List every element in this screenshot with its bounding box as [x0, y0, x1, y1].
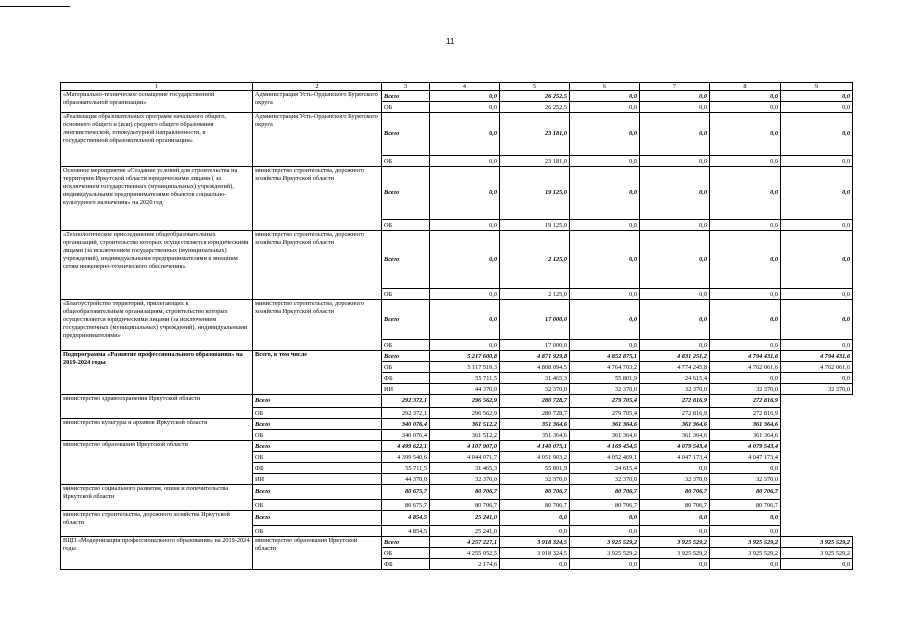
amount-cell-year-1: 4 499 622,1: [382, 441, 430, 452]
funding-source-cell: ОБ: [382, 289, 430, 300]
amount-cell-year-3: 32 370,0: [500, 474, 570, 485]
amount-cell-year-4: 32 370,0: [640, 384, 710, 395]
amount-cell-year-1: 4 854,5: [382, 511, 430, 526]
responsible-executor-cell: министерство строительства, дорожного хозяйства Иркутской области: [253, 167, 382, 231]
amount-cell-year-6: 0,0: [710, 526, 781, 537]
amount-cell-year-5: 80 706,7: [640, 485, 710, 500]
funding-source-cell: ИИ: [253, 474, 382, 485]
amount-cell-year-5: 0,0: [710, 289, 781, 300]
amount-cell-year-6: 4 762 061,6: [781, 362, 853, 373]
header-cell-4: 4: [430, 83, 500, 91]
amount-cell-year-4: 0,0: [640, 156, 710, 167]
amount-cell-year-3: 0,0: [570, 559, 640, 570]
amount-cell-year-6: 0,0: [781, 220, 853, 231]
funding-source-cell: ОБ: [382, 220, 430, 231]
amount-cell-year-6: 0,0: [781, 300, 853, 340]
amount-cell-year-3: 0,0: [570, 289, 640, 300]
responsible-executor-cell: министерство социального развития, опеки и попечительства Иркутской области: [61, 485, 253, 511]
amount-cell-year-1: 292 372,1: [382, 408, 430, 419]
funding-source-cell: Всего: [253, 511, 382, 526]
amount-cell-year-5: 0,0: [710, 231, 781, 289]
amount-cell-year-2: 4 107 907,0: [430, 441, 500, 452]
amount-cell-year-2: 4 808 094,5: [500, 362, 570, 373]
amount-cell-year-1: 0,0: [430, 113, 500, 156]
amount-cell-year-2: 23 181,0: [500, 113, 570, 156]
funding-source-cell: ФБ: [382, 373, 430, 384]
program-name-cell: ВЦП «Модернизация профессионального образования» на 2019-2024 годы: [61, 537, 253, 570]
program-name-cell: Основное мероприятие «Создание условий для строительства на территории Иркутской области юридическими лицами ( за исключением государственных (муниципальных) учреждений), индивидуальными предпринимателями объектов социально-культурного назначения» на 2020 год: [61, 167, 253, 231]
funding-source-cell: ОБ: [253, 452, 382, 463]
amount-cell-year-5: 0,0: [710, 300, 781, 340]
amount-cell-year-4: 0,0: [640, 340, 710, 351]
amount-cell-year-2: 80 706,7: [430, 485, 500, 500]
amount-cell-year-4: 4 052 469,1: [570, 452, 640, 463]
table-row: [61, 91, 853, 102]
amount-cell-year-1: 2 174,6: [430, 559, 500, 570]
amount-cell-year-6: 0,0: [781, 340, 853, 351]
amount-cell-year-4: 4 831 251,2: [640, 351, 710, 362]
funding-source-cell: Всего: [253, 419, 382, 430]
amount-cell-year-6: 0,0: [710, 463, 781, 474]
table-row: [61, 300, 853, 340]
amount-cell-year-3: 4 852 875,1: [570, 351, 640, 362]
amount-cell-year-2: 32 370,0: [430, 474, 500, 485]
amount-cell-year-3: 0,0: [570, 91, 640, 102]
amount-cell-year-4: 279 705,4: [570, 395, 640, 408]
amount-cell-year-3: 4 140 075,1: [500, 441, 570, 452]
amount-cell-year-3: 55 801,9: [570, 373, 640, 384]
responsible-executor-cell: министерство здравоохранения Иркутской области: [61, 395, 253, 419]
responsible-executor-cell: Администрация Усть-Ордынского Бурятского округа: [253, 91, 382, 113]
amount-cell-year-6: 0,0: [710, 511, 781, 526]
amount-cell-year-1: 5 117 519,3: [430, 362, 500, 373]
program-name-cell: «Материально-техническое оснащение государственной образовательной организации»: [61, 91, 253, 113]
amount-cell-year-4: 0,0: [640, 289, 710, 300]
amount-cell-year-4: 24 615,4: [640, 373, 710, 384]
funding-source-cell: ОБ: [382, 102, 430, 113]
funding-source-cell: ОБ: [253, 500, 382, 511]
page-number: 11: [446, 37, 455, 46]
amount-cell-year-4: 3 925 529,2: [640, 548, 710, 559]
amount-cell-year-5: 0,0: [710, 559, 781, 570]
amount-cell-year-4: 0,0: [640, 113, 710, 156]
amount-cell-year-4: 279 705,4: [570, 408, 640, 419]
amount-cell-year-3: 3 925 529,2: [570, 537, 640, 548]
header-cell-1: 1: [61, 83, 253, 91]
amount-cell-year-6: 3 925 529,2: [781, 548, 853, 559]
funding-source-cell: ИИ: [382, 384, 430, 395]
program-name-cell: Подпрограмма «Развитие профессионального образования» на 2019-2024 годы: [61, 351, 253, 395]
amount-cell-year-3: 4 764 703,2: [570, 362, 640, 373]
amount-cell-year-5: 3 925 529,2: [710, 548, 781, 559]
amount-cell-year-3: 0,0: [570, 340, 640, 351]
amount-cell-year-6: 361 364,6: [710, 419, 781, 430]
amount-cell-year-4: 0,0: [640, 220, 710, 231]
amount-cell-year-5: 80 706,7: [640, 500, 710, 511]
funding-source-cell: ФБ: [382, 559, 430, 570]
responsible-executor-cell: министерство строительства, дорожного хозяйства Иркутской области: [253, 300, 382, 351]
table-row: [61, 441, 853, 452]
amount-cell-year-1: 340 076,4: [382, 430, 430, 441]
amount-cell-year-4: 24 615,4: [570, 463, 640, 474]
amount-cell-year-2: 296 562,9: [430, 395, 500, 408]
amount-cell-year-2: 361 512,2: [430, 430, 500, 441]
amount-cell-year-6: 0,0: [781, 559, 853, 570]
amount-cell-year-5: 0,0: [640, 463, 710, 474]
amount-cell-year-6: 0,0: [781, 373, 853, 384]
amount-cell-year-5: 32 370,0: [640, 474, 710, 485]
header-cell-2: 2: [253, 83, 382, 91]
amount-cell-year-6: 80 706,7: [710, 485, 781, 500]
amount-cell-year-2: 2 125,0: [500, 289, 570, 300]
amount-cell-year-4: 0,0: [640, 102, 710, 113]
funding-source-cell: ОБ: [253, 408, 382, 419]
funding-source-cell: Всего: [382, 113, 430, 156]
responsible-executor-cell: министерство строительства, дорожного хозяйства Иркутской области: [253, 231, 382, 300]
amount-cell-year-4: 361 364,6: [570, 430, 640, 441]
amount-cell-year-4: 0,0: [640, 167, 710, 220]
amount-cell-year-1: 4 399 540,6: [382, 452, 430, 463]
amount-cell-year-5: 0,0: [640, 511, 710, 526]
table-row: [61, 231, 853, 289]
amount-cell-year-4: 0,0: [640, 300, 710, 340]
amount-cell-year-3: 0,0: [570, 113, 640, 156]
amount-cell-year-3: 351 364,6: [500, 430, 570, 441]
program-name-cell: «Благоустройство территорий, прилегающих к общеобразовательным организациям, строительство которых осуществляется юридическими лицами (за исключением государственных (муниципальных) учреждений), индивидуальными предпринимателями»: [61, 300, 253, 351]
table-row: [61, 419, 853, 430]
amount-cell-year-5: 361 364,6: [640, 430, 710, 441]
header-cell-3: 3: [382, 83, 430, 91]
amount-cell-year-6: 4 047 173,4: [710, 452, 781, 463]
funding-source-cell: Всего: [382, 300, 430, 340]
amount-cell-year-1: 0,0: [430, 340, 500, 351]
top-rule: [0, 6, 70, 7]
amount-cell-year-6: 0,0: [781, 167, 853, 220]
amount-cell-year-2: 26 252,5: [500, 91, 570, 102]
amount-cell-year-1: 0,0: [430, 156, 500, 167]
amount-cell-year-3: 0,0: [500, 526, 570, 537]
amount-cell-year-3: 4 051 903,2: [500, 452, 570, 463]
amount-cell-year-4: 80 706,7: [570, 500, 640, 511]
amount-cell-year-3: 351 364,6: [500, 419, 570, 430]
amount-cell-year-5: 32 370,0: [710, 384, 781, 395]
funding-source-cell: ОБ: [253, 526, 382, 537]
responsible-executor-cell: Всего, в том числе: [253, 351, 382, 395]
amount-cell-year-4: 4 774 245,8: [640, 362, 710, 373]
amount-cell-year-1: 0,0: [430, 91, 500, 102]
amount-cell-year-5: 0,0: [710, 340, 781, 351]
amount-cell-year-1: 0,0: [430, 231, 500, 289]
amount-cell-year-3: 0,0: [500, 511, 570, 526]
funding-source-cell: ОБ: [382, 362, 430, 373]
header-cell-5: 5: [500, 83, 570, 91]
amount-cell-year-6: 80 706,7: [710, 500, 781, 511]
amount-cell-year-6: 4 794 431,6: [781, 351, 853, 362]
amount-cell-year-3: 280 728,7: [500, 395, 570, 408]
funding-source-cell: ОБ: [253, 430, 382, 441]
responsible-executor-cell: министерство строительства, дорожного хозяйства Иркутской области: [61, 511, 253, 537]
amount-cell-year-6: 0,0: [781, 231, 853, 289]
amount-cell-year-5: 272 816,9: [640, 408, 710, 419]
amount-cell-year-5: 0,0: [710, 113, 781, 156]
amount-cell-year-1: 340 076,4: [382, 419, 430, 430]
funding-source-cell: Всего: [382, 91, 430, 102]
amount-cell-year-5: 0,0: [710, 156, 781, 167]
amount-cell-year-1: 0,0: [430, 220, 500, 231]
amount-cell-year-6: 0,0: [781, 289, 853, 300]
amount-cell-year-2: 17 000,0: [500, 340, 570, 351]
table-row: [61, 511, 853, 526]
amount-cell-year-1: 80 675,7: [382, 485, 430, 500]
amount-cell-year-3: 0,0: [570, 156, 640, 167]
amount-cell-year-4: 0,0: [640, 91, 710, 102]
header-cell-9: 9: [781, 83, 853, 91]
amount-cell-year-6: 3 925 529,2: [781, 537, 853, 548]
amount-cell-year-2: 4 871 929,8: [500, 351, 570, 362]
amount-cell-year-2: 31 465,3: [500, 373, 570, 384]
funding-source-cell: Всего: [382, 351, 430, 362]
amount-cell-year-3: 80 706,7: [500, 485, 570, 500]
amount-cell-year-5: 4 762 061,6: [710, 362, 781, 373]
amount-cell-year-4: 0,0: [570, 526, 640, 537]
amount-cell-year-1: 292 372,1: [382, 395, 430, 408]
amount-cell-year-4: 0,0: [640, 231, 710, 289]
amount-cell-year-5: 272 816,9: [640, 395, 710, 408]
amount-cell-year-3: 280 728,7: [500, 408, 570, 419]
amount-cell-year-4: 3 925 529,2: [640, 537, 710, 548]
funding-source-cell: Всего: [253, 441, 382, 452]
amount-cell-year-6: 0,0: [781, 156, 853, 167]
amount-cell-year-6: 361 364,6: [710, 430, 781, 441]
program-name-cell: «Реализация образовательных программ начального общего, основного общего и (или) среднего общего образования лингвистической, этнокультурной направленности, в государственной образовательной организации»: [61, 113, 253, 167]
funding-source-cell: Всего: [382, 231, 430, 289]
amount-cell-year-1: 44 370,0: [382, 474, 430, 485]
amount-cell-year-1: 55 711,5: [430, 373, 500, 384]
amount-cell-year-5: 361 364,6: [640, 419, 710, 430]
amount-cell-year-6: 0,0: [781, 113, 853, 156]
amount-cell-year-1: 55 711,5: [382, 463, 430, 474]
amount-cell-year-5: 4 794 431,6: [710, 351, 781, 362]
header-cell-7: 7: [640, 83, 710, 91]
funding-source-cell: Всего: [253, 395, 382, 408]
amount-cell-year-5: 0,0: [710, 373, 781, 384]
amount-cell-year-5: 0,0: [710, 167, 781, 220]
amount-cell-year-1: 4 854,5: [382, 526, 430, 537]
amount-cell-year-6: 272 816,9: [710, 395, 781, 408]
amount-cell-year-2: 26 252,5: [500, 102, 570, 113]
table-row: [61, 113, 853, 156]
amount-cell-year-2: 3 918 324,5: [500, 548, 570, 559]
amount-cell-year-2: 3 918 324,5: [500, 537, 570, 548]
amount-cell-year-2: 17 000,0: [500, 300, 570, 340]
amount-cell-year-6: 0,0: [781, 91, 853, 102]
amount-cell-year-4: 4 169 454,5: [570, 441, 640, 452]
amount-cell-year-5: 3 925 529,2: [710, 537, 781, 548]
amount-cell-year-2: 25 241,0: [430, 511, 500, 526]
amount-cell-year-6: 32 370,0: [710, 474, 781, 485]
amount-cell-year-1: 80 675,7: [382, 500, 430, 511]
amount-cell-year-2: 0,0: [500, 559, 570, 570]
amount-cell-year-2: 2 125,0: [500, 231, 570, 289]
amount-cell-year-2: 361 512,2: [430, 419, 500, 430]
amount-cell-year-1: 0,0: [430, 102, 500, 113]
responsible-executor-cell: Администрация Усть-Ордынского Бурятского округа: [253, 113, 382, 167]
responsible-executor-cell: министерство культуры и архивов Иркутской области: [61, 419, 253, 441]
header-cell-8: 8: [710, 83, 781, 91]
amount-cell-year-5: 4 079 543,4: [640, 441, 710, 452]
amount-cell-year-3: 0,0: [570, 102, 640, 113]
funding-source-cell: Всего: [253, 485, 382, 500]
amount-cell-year-3: 0,0: [570, 231, 640, 289]
amount-cell-year-1: 0,0: [430, 167, 500, 220]
amount-cell-year-6: 0,0: [781, 102, 853, 113]
amount-cell-year-2: 23 181,0: [500, 156, 570, 167]
amount-cell-year-1: 4 257 227,1: [430, 537, 500, 548]
funding-source-cell: Всего: [382, 167, 430, 220]
amount-cell-year-6: 32 370,0: [781, 384, 853, 395]
header-cell-6: 6: [570, 83, 640, 91]
amount-cell-year-5: 4 047 173,4: [640, 452, 710, 463]
responsible-executor-cell: министерство образования Иркутской области: [61, 441, 253, 485]
amount-cell-year-1: 4 255 052,5: [430, 548, 500, 559]
header-row: [61, 83, 853, 91]
amount-cell-year-2: 19 125,0: [500, 167, 570, 220]
amount-cell-year-3: 0,0: [570, 167, 640, 220]
amount-cell-year-2: 32 370,0: [500, 384, 570, 395]
amount-cell-year-1: 0,0: [430, 289, 500, 300]
responsible-executor-cell: министерство образования Иркутской области: [253, 537, 382, 570]
amount-cell-year-5: 0,0: [640, 526, 710, 537]
amount-cell-year-1: 0,0: [430, 300, 500, 340]
amount-cell-year-6: 272 816,9: [710, 408, 781, 419]
amount-cell-year-3: 0,0: [570, 300, 640, 340]
table-row: [61, 167, 853, 220]
amount-cell-year-3: 0,0: [570, 220, 640, 231]
amount-cell-year-5: 0,0: [710, 102, 781, 113]
amount-cell-year-4: 0,0: [570, 511, 640, 526]
amount-cell-year-4: 80 706,7: [570, 485, 640, 500]
amount-cell-year-4: 32 370,0: [570, 474, 640, 485]
amount-cell-year-6: 4 079 543,4: [710, 441, 781, 452]
program-name-cell: «Технологическое присоединение общеобразовательных организаций, строительство которых осуществляется юридическими лицами (за исключением государственных (муниципальных) учреждений), индивидуальными предпринимателями к внешним сетям инженерно-технического обеспечения»: [61, 231, 253, 300]
amount-cell-year-1: 5 217 600,8: [430, 351, 500, 362]
amount-cell-year-3: 32 370,0: [570, 384, 640, 395]
amount-cell-year-2: 25 241,0: [430, 526, 500, 537]
amount-cell-year-1: 44 370,0: [430, 384, 500, 395]
table-row: [61, 351, 853, 362]
amount-cell-year-3: 80 706,7: [500, 500, 570, 511]
funding-source-cell: ОБ: [382, 156, 430, 167]
amount-cell-year-3: 55 801,9: [500, 463, 570, 474]
amount-cell-year-5: 0,0: [710, 91, 781, 102]
amount-cell-year-4: 0,0: [640, 559, 710, 570]
table-row: [61, 537, 853, 548]
funding-source-cell: ОБ: [382, 548, 430, 559]
amount-cell-year-2: 80 706,7: [430, 500, 500, 511]
amount-cell-year-2: 296 562,9: [430, 408, 500, 419]
funding-source-cell: ФБ: [253, 463, 382, 474]
amount-cell-year-3: 3 925 529,2: [570, 548, 640, 559]
amount-cell-year-5: 0,0: [710, 220, 781, 231]
amount-cell-year-4: 361 364,6: [570, 419, 640, 430]
budget-table: [60, 82, 853, 570]
funding-source-cell: ОБ: [382, 340, 430, 351]
amount-cell-year-2: 19 125,0: [500, 220, 570, 231]
funding-source-cell: Всего: [382, 537, 430, 548]
amount-cell-year-2: 31 465,3: [430, 463, 500, 474]
amount-cell-year-2: 4 044 071,7: [430, 452, 500, 463]
table-row: [61, 485, 853, 500]
table-row: [61, 395, 853, 408]
